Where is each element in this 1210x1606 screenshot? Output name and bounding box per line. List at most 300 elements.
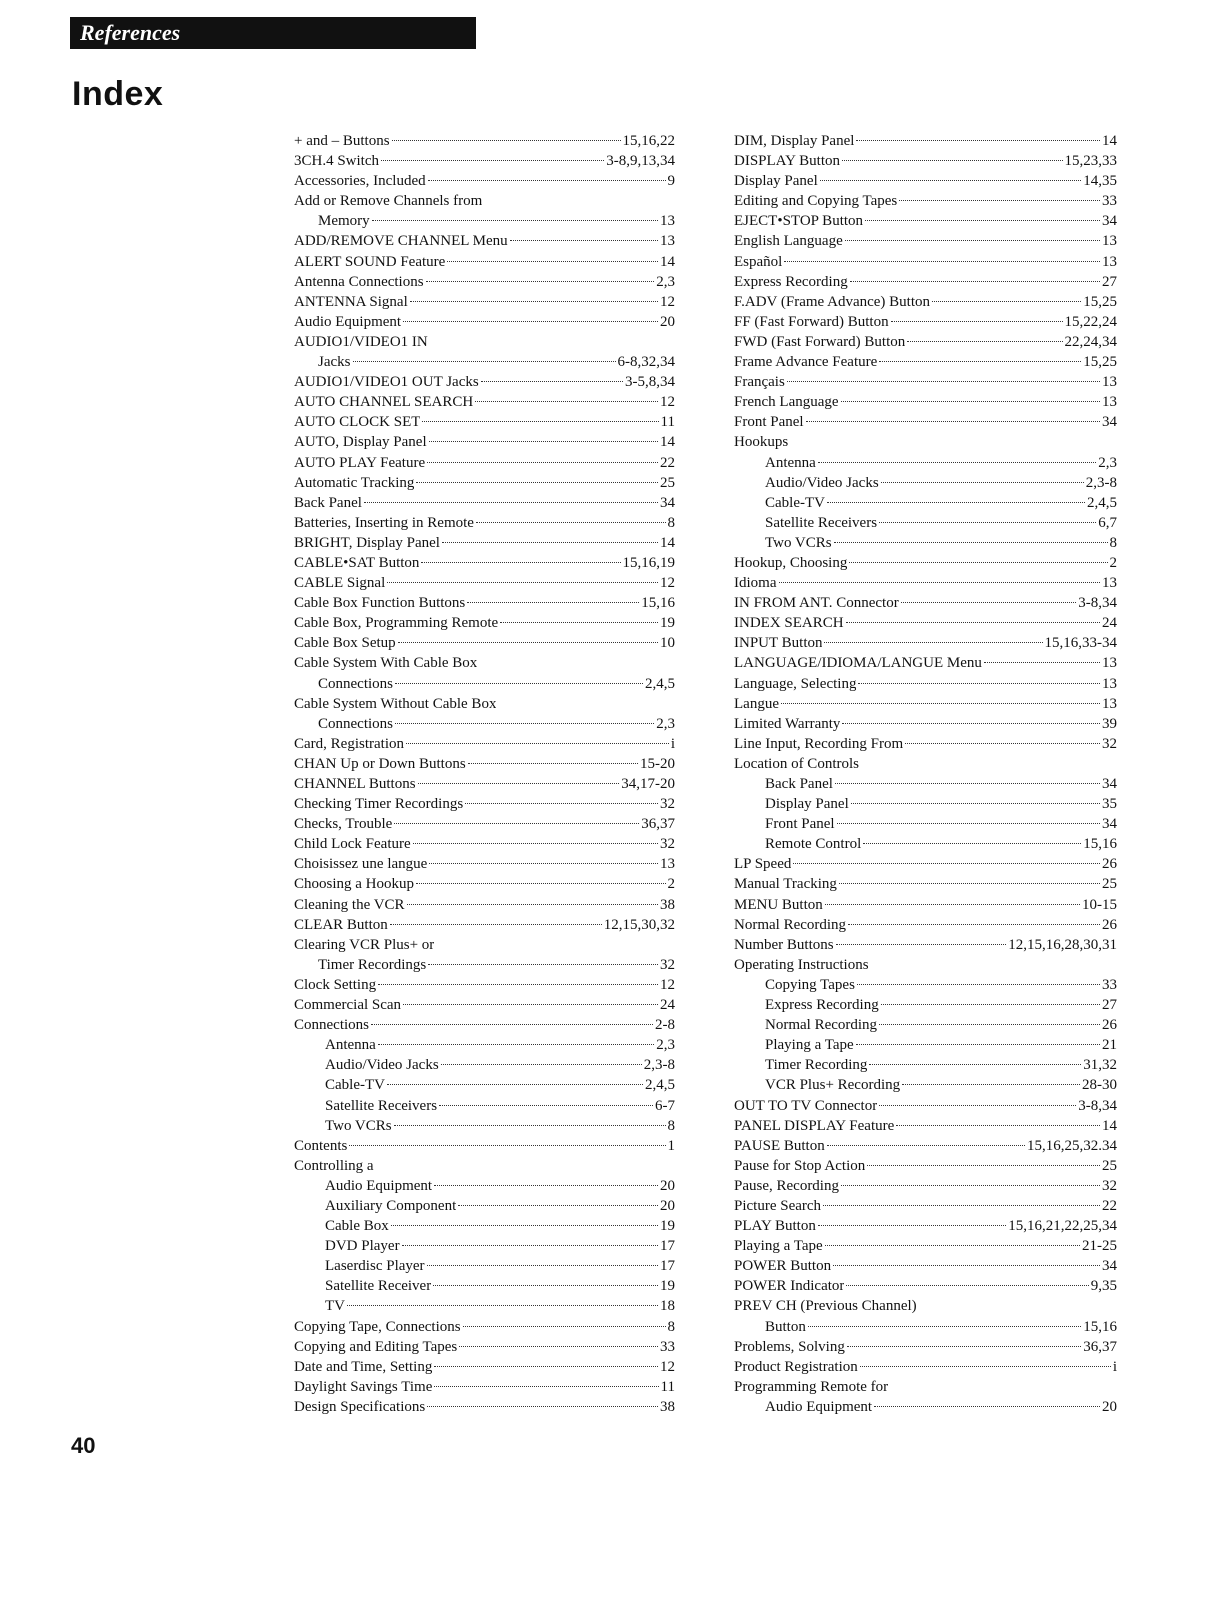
dot-leader bbox=[825, 904, 1080, 905]
index-term: ADD/REMOVE CHANNEL Menu bbox=[294, 233, 508, 250]
dot-leader bbox=[835, 783, 1100, 784]
index-term: LANGUAGE/IDIOMA/LANGUE Menu bbox=[734, 655, 982, 672]
index-term: Cable Box, Programming Remote bbox=[294, 615, 499, 632]
index-entry bbox=[294, 1096, 675, 1116]
index-entry bbox=[734, 1055, 1117, 1075]
index-entry bbox=[294, 955, 675, 975]
index-pages: 25 bbox=[1102, 876, 1117, 893]
index-term: Problems, Solving bbox=[734, 1338, 845, 1355]
index-entry bbox=[734, 1136, 1117, 1156]
dot-leader bbox=[500, 622, 658, 623]
index-entry bbox=[734, 191, 1117, 211]
index-entry bbox=[294, 613, 675, 633]
dot-leader bbox=[421, 562, 620, 563]
index-entry bbox=[734, 633, 1117, 653]
index-entry bbox=[734, 955, 1117, 975]
dot-leader bbox=[353, 361, 616, 362]
page-title: Index bbox=[72, 75, 164, 113]
index-term: Child Lock Feature bbox=[294, 836, 411, 853]
index-term: INDEX SEARCH bbox=[734, 615, 844, 632]
index-entry bbox=[294, 995, 675, 1015]
index-entry bbox=[294, 935, 675, 955]
index-entry bbox=[734, 493, 1117, 513]
index-pages: 21-25 bbox=[1082, 1238, 1117, 1255]
index-term: EJECT•STOP Button bbox=[734, 213, 864, 230]
index-pages: 33 bbox=[660, 1338, 675, 1355]
dot-leader bbox=[439, 1105, 653, 1106]
index-pages: 34 bbox=[1102, 816, 1117, 833]
index-entry bbox=[734, 453, 1117, 473]
index-pages: 18 bbox=[660, 1298, 675, 1315]
dot-leader bbox=[863, 843, 1081, 844]
index-term: Hookup, Choosing bbox=[734, 554, 848, 571]
index-entry bbox=[294, 312, 675, 332]
index-pages: 34 bbox=[1102, 776, 1117, 792]
index-term: 3CH.4 Switch bbox=[294, 153, 380, 170]
index-pages: 15,25 bbox=[1083, 354, 1117, 371]
index-term: Display Panel bbox=[734, 173, 818, 190]
index-pages: 24 bbox=[1102, 615, 1117, 632]
dot-leader bbox=[901, 602, 1077, 603]
index-entry bbox=[294, 1015, 675, 1035]
index-pages: 35 bbox=[1102, 796, 1117, 813]
index-term: Location of Controls bbox=[734, 755, 859, 772]
index-pages: 38 bbox=[660, 1398, 675, 1415]
index-entry bbox=[294, 1196, 675, 1216]
index-entry bbox=[734, 674, 1117, 694]
dot-leader bbox=[787, 381, 1100, 382]
index-term: Playing a Tape bbox=[734, 1238, 823, 1255]
dot-leader bbox=[818, 462, 1096, 463]
index-entry bbox=[734, 1256, 1117, 1276]
index-term: Front Panel bbox=[734, 414, 804, 431]
dot-leader bbox=[823, 1205, 1100, 1206]
index-term: Design Specifications bbox=[294, 1398, 426, 1415]
index-entry bbox=[734, 1276, 1117, 1296]
dot-leader bbox=[434, 1185, 658, 1186]
index-pages: 17 bbox=[660, 1238, 675, 1255]
index-entry bbox=[294, 915, 675, 935]
index-pages: 8 bbox=[1109, 534, 1117, 551]
index-entry bbox=[294, 573, 675, 593]
index-entry bbox=[734, 593, 1117, 613]
dot-leader bbox=[387, 1084, 643, 1085]
index-pages: 2,3-8 bbox=[1085, 474, 1117, 491]
index-term: Connections bbox=[318, 715, 393, 732]
index-term: Auxiliary Component bbox=[325, 1197, 457, 1214]
index-term: Frame Advance Feature bbox=[734, 354, 878, 371]
index-pages: 19 bbox=[660, 1218, 675, 1235]
index-pages: 6,7 bbox=[1098, 514, 1117, 531]
dot-leader bbox=[429, 441, 658, 442]
index-pages: 26 bbox=[1102, 856, 1117, 873]
dot-leader bbox=[402, 1245, 658, 1246]
dot-leader bbox=[851, 803, 1100, 804]
dot-leader bbox=[825, 1245, 1080, 1246]
index-pages: 24 bbox=[660, 997, 675, 1014]
dot-leader bbox=[932, 301, 1081, 302]
index-term: VCR Plus+ Recording bbox=[765, 1077, 901, 1094]
dot-leader bbox=[395, 723, 654, 724]
index-entry bbox=[294, 211, 675, 231]
index-term: Laserdisc Player bbox=[325, 1258, 425, 1275]
dot-leader bbox=[458, 1205, 658, 1206]
dot-leader bbox=[349, 1145, 665, 1146]
index-pages: 20 bbox=[660, 1177, 675, 1194]
section-header-bar bbox=[70, 17, 476, 49]
index-entry bbox=[294, 1116, 675, 1136]
dot-leader bbox=[846, 1285, 1088, 1286]
index-entry bbox=[734, 272, 1117, 292]
index-term: Commercial Scan bbox=[294, 997, 402, 1014]
dot-leader bbox=[427, 462, 658, 463]
index-term: Two VCRs bbox=[325, 1117, 392, 1134]
dot-leader bbox=[881, 482, 1084, 483]
index-pages: 15,16,19 bbox=[622, 554, 675, 571]
index-entry bbox=[734, 1116, 1117, 1136]
dot-leader bbox=[834, 542, 1108, 543]
dot-leader bbox=[378, 984, 658, 985]
index-pages: 28-30 bbox=[1082, 1077, 1117, 1094]
index-entry bbox=[294, 533, 675, 553]
dot-leader bbox=[447, 261, 658, 262]
index-entry bbox=[734, 332, 1117, 352]
index-entry bbox=[294, 1357, 675, 1377]
index-entry bbox=[734, 553, 1117, 573]
index-entry bbox=[294, 1256, 675, 1276]
dot-leader bbox=[428, 180, 666, 181]
index-pages: 32 bbox=[1102, 735, 1117, 752]
dot-leader bbox=[899, 200, 1100, 201]
index-term: Cable-TV bbox=[765, 494, 825, 511]
index-entry bbox=[734, 1236, 1117, 1256]
dot-leader bbox=[856, 140, 1100, 141]
index-pages: 2-8 bbox=[655, 1017, 675, 1034]
index-term: BRIGHT, Display Panel bbox=[294, 534, 440, 551]
index-term: Antenna Connections bbox=[294, 273, 424, 290]
dot-leader bbox=[410, 301, 658, 302]
index-pages: 13 bbox=[1102, 253, 1117, 270]
index-entry bbox=[294, 754, 675, 774]
index-entry bbox=[734, 412, 1117, 432]
index-pages: 8 bbox=[667, 1318, 675, 1335]
index-pages: 13 bbox=[660, 213, 675, 230]
index-entry bbox=[294, 191, 675, 211]
dot-leader bbox=[427, 1406, 658, 1407]
index-pages: 22 bbox=[1102, 1197, 1117, 1214]
dot-leader bbox=[879, 1024, 1100, 1025]
index-pages: 12 bbox=[660, 394, 675, 411]
index-entry bbox=[734, 774, 1117, 794]
dot-leader bbox=[468, 763, 638, 764]
index-term: Timer Recording bbox=[765, 1057, 868, 1074]
index-entry bbox=[734, 392, 1117, 412]
index-pages: 2 bbox=[667, 876, 675, 893]
section-label: References bbox=[80, 20, 181, 45]
index-term: + and – Buttons bbox=[294, 133, 390, 149]
index-term: F.ADV (Frame Advance) Button bbox=[734, 293, 930, 310]
index-pages: 14 bbox=[660, 253, 675, 270]
index-pages: 14 bbox=[660, 534, 675, 551]
index-pages: 13 bbox=[1102, 655, 1117, 672]
dot-leader bbox=[784, 261, 1100, 262]
dot-leader bbox=[841, 1185, 1100, 1186]
index-term: Memory bbox=[318, 213, 370, 230]
index-term: Card, Registration bbox=[294, 735, 404, 752]
index-term: Cable Box bbox=[325, 1218, 389, 1235]
dot-leader bbox=[818, 1225, 1006, 1226]
index-pages: 15-20 bbox=[640, 755, 675, 772]
dot-leader bbox=[793, 863, 1100, 864]
dot-leader bbox=[392, 140, 621, 141]
index-entry bbox=[294, 352, 675, 372]
index-term: Picture Search bbox=[734, 1197, 822, 1214]
index-term: Audio/Video Jacks bbox=[765, 474, 879, 491]
dot-leader bbox=[442, 542, 658, 543]
index-term: AUTO CHANNEL SEARCH bbox=[294, 394, 474, 411]
page-number: 40 bbox=[71, 1433, 96, 1458]
index-entry bbox=[734, 653, 1117, 673]
dot-leader bbox=[406, 743, 669, 744]
index-entry bbox=[734, 814, 1117, 834]
index-pages: 3-5,8,34 bbox=[625, 374, 675, 391]
dot-leader bbox=[857, 984, 1100, 985]
index-pages: 13 bbox=[1102, 374, 1117, 391]
dot-leader bbox=[413, 843, 658, 844]
index-term: Display Panel bbox=[765, 796, 849, 813]
index-term: Clearing VCR Plus+ or bbox=[294, 936, 435, 953]
index-pages: 32 bbox=[660, 796, 675, 813]
index-pages: 13 bbox=[1102, 695, 1117, 712]
index-entry bbox=[734, 231, 1117, 251]
index-entry bbox=[734, 834, 1117, 854]
dot-leader bbox=[459, 1346, 658, 1347]
index-entry bbox=[734, 1216, 1117, 1236]
index-term: Front Panel bbox=[765, 816, 835, 833]
index-pages: 34 bbox=[1102, 213, 1117, 230]
index-pages: 12,15,16,28,30,31 bbox=[1008, 936, 1117, 953]
index-pages: 10-15 bbox=[1082, 896, 1117, 913]
dot-leader bbox=[827, 502, 1085, 503]
index-pages: 2,4,5 bbox=[645, 675, 675, 692]
index-entry bbox=[294, 131, 675, 151]
index-pages: 38 bbox=[660, 896, 675, 913]
index-term: Cable-TV bbox=[325, 1077, 385, 1094]
dot-leader bbox=[833, 1265, 1100, 1266]
index-entry bbox=[734, 533, 1117, 553]
index-term: Timer Recordings bbox=[318, 956, 427, 973]
index-entry bbox=[294, 553, 675, 573]
index-term: Clock Setting bbox=[294, 976, 377, 993]
index-pages: 20 bbox=[660, 313, 675, 330]
index-term: Choosing a Hookup bbox=[294, 876, 414, 893]
dot-leader bbox=[860, 1366, 1111, 1367]
index-pages: i bbox=[1112, 1358, 1117, 1375]
index-pages: 3-8,34 bbox=[1078, 595, 1117, 612]
dot-leader bbox=[837, 823, 1100, 824]
index-pages: 12 bbox=[660, 1358, 675, 1375]
index-pages: 32 bbox=[660, 956, 675, 973]
dot-leader bbox=[806, 421, 1100, 422]
index-term: DVD Player bbox=[325, 1238, 400, 1255]
index-entry bbox=[294, 1377, 675, 1397]
index-entry bbox=[734, 1357, 1117, 1377]
dot-leader bbox=[779, 582, 1101, 583]
index-entry bbox=[734, 1156, 1117, 1176]
index-term: Number Buttons bbox=[734, 936, 834, 953]
dot-leader bbox=[364, 502, 658, 503]
index-entry bbox=[734, 573, 1117, 593]
index-pages: 32 bbox=[660, 836, 675, 853]
index-entry bbox=[734, 754, 1117, 774]
index-entry bbox=[294, 231, 675, 251]
dot-leader bbox=[481, 381, 623, 382]
dot-leader bbox=[416, 883, 666, 884]
index-pages: 19 bbox=[660, 615, 675, 632]
index-entry bbox=[294, 372, 675, 392]
index-entry bbox=[734, 1096, 1117, 1116]
index-pages: 22,24,34 bbox=[1064, 333, 1117, 350]
dot-leader bbox=[879, 522, 1096, 523]
index-entry bbox=[734, 895, 1117, 915]
index-entry bbox=[734, 1075, 1117, 1095]
index-term: Cable System Without Cable Box bbox=[294, 695, 497, 712]
index-entry bbox=[734, 613, 1117, 633]
index-term: ANTENNA Signal bbox=[294, 293, 408, 310]
dot-leader bbox=[984, 662, 1100, 663]
index-pages: 15,23,33 bbox=[1064, 153, 1117, 170]
index-pages: 13 bbox=[1102, 575, 1117, 592]
index-entry bbox=[294, 794, 675, 814]
index-entry bbox=[294, 874, 675, 894]
index-entry bbox=[294, 694, 675, 714]
index-term: Playing a Tape bbox=[765, 1037, 854, 1054]
index-entry bbox=[294, 975, 675, 995]
index-term: Jacks bbox=[318, 354, 351, 371]
index-term: CABLE Signal bbox=[294, 575, 386, 592]
index-term: Manual Tracking bbox=[734, 876, 837, 893]
index-entry bbox=[734, 1015, 1117, 1035]
index-term: AUDIO1/VIDEO1 OUT Jacks bbox=[294, 374, 479, 391]
index-pages: 39 bbox=[1102, 715, 1117, 732]
index-term: CLEAR Button bbox=[294, 916, 388, 933]
index-term: Express Recording bbox=[765, 997, 879, 1014]
index-entry bbox=[294, 1337, 675, 1357]
index-term: French Language bbox=[734, 394, 839, 411]
dot-leader bbox=[891, 321, 1063, 322]
index-entry bbox=[734, 432, 1117, 452]
index-term: Français bbox=[734, 374, 785, 391]
index-entry bbox=[734, 794, 1117, 814]
dot-leader bbox=[836, 944, 1007, 945]
dot-leader bbox=[781, 703, 1100, 704]
index-term: Pause, Recording bbox=[734, 1177, 839, 1194]
index-term: AUTO PLAY Feature bbox=[294, 454, 426, 471]
dot-leader bbox=[848, 924, 1100, 925]
index-entry bbox=[734, 473, 1117, 493]
index-pages: 26 bbox=[1102, 1017, 1117, 1034]
index-pages: 9 bbox=[667, 173, 675, 190]
dot-leader bbox=[849, 562, 1107, 563]
dot-leader bbox=[403, 321, 658, 322]
dot-leader bbox=[422, 421, 658, 422]
index-term: Audio/Video Jacks bbox=[325, 1057, 439, 1074]
index-entry bbox=[734, 372, 1117, 392]
index-entry bbox=[294, 814, 675, 834]
index-entry bbox=[734, 854, 1117, 874]
index-pages: 1 bbox=[667, 1137, 675, 1154]
index-pages: 19 bbox=[660, 1278, 675, 1295]
dot-leader bbox=[441, 1064, 642, 1065]
index-pages: 27 bbox=[1102, 997, 1117, 1014]
dot-leader bbox=[391, 1225, 658, 1226]
index-term: INPUT Button bbox=[734, 635, 823, 652]
index-term: English Language bbox=[734, 233, 843, 250]
index-term: Accessories, Included bbox=[294, 173, 426, 190]
index-term: POWER Indicator bbox=[734, 1278, 845, 1295]
index-entry bbox=[734, 1196, 1117, 1216]
dot-leader bbox=[403, 1004, 658, 1005]
index-pages: 34 bbox=[660, 494, 675, 511]
dot-leader bbox=[879, 1105, 1076, 1106]
index-term: Langue bbox=[734, 695, 779, 712]
index-pages: 21 bbox=[1102, 1037, 1117, 1054]
index-pages: 15,16 bbox=[1083, 1318, 1117, 1335]
index-term: FWD (Fast Forward) Button bbox=[734, 333, 906, 350]
index-entry bbox=[294, 453, 675, 473]
index-term: Copying and Editing Tapes bbox=[294, 1338, 458, 1355]
dot-leader bbox=[839, 883, 1100, 884]
index-pages: 9,35 bbox=[1090, 1278, 1117, 1295]
index-term: OUT TO TV Connector bbox=[734, 1097, 878, 1114]
index-entry bbox=[294, 151, 675, 171]
index-pages: 15,25 bbox=[1083, 293, 1117, 310]
index-term: Audio Equipment bbox=[325, 1177, 433, 1194]
index-term: Programming Remote for bbox=[734, 1378, 889, 1395]
index-term: Batteries, Inserting in Remote bbox=[294, 514, 474, 531]
index-term: Audio Equipment bbox=[294, 313, 402, 330]
dot-leader bbox=[434, 1386, 658, 1387]
index-entry bbox=[734, 151, 1117, 171]
index-entry bbox=[294, 171, 675, 191]
index-pages: 3-8,34 bbox=[1078, 1097, 1117, 1114]
dot-leader bbox=[842, 160, 1063, 161]
index-pages: 10 bbox=[660, 635, 675, 652]
index-term: CHANNEL Buttons bbox=[294, 776, 416, 792]
dot-leader bbox=[879, 361, 1081, 362]
index-entry bbox=[294, 593, 675, 613]
index-pages: 13 bbox=[660, 856, 675, 873]
dot-leader bbox=[845, 240, 1100, 241]
index-term: Product Registration bbox=[734, 1358, 858, 1375]
dot-leader bbox=[433, 1285, 658, 1286]
index-pages: 26 bbox=[1102, 916, 1117, 933]
index-pages: 11 bbox=[660, 414, 675, 431]
index-pages: 33 bbox=[1102, 193, 1117, 210]
index-term: Idioma bbox=[734, 575, 777, 592]
index-term: Automatic Tracking bbox=[294, 474, 415, 491]
index-pages: 6-8,32,34 bbox=[617, 354, 675, 371]
index-pages: 34 bbox=[1102, 1258, 1117, 1275]
dot-leader bbox=[418, 783, 620, 784]
index-pages: 25 bbox=[1102, 1157, 1117, 1174]
index-term: Satellite Receivers bbox=[325, 1097, 438, 1114]
index-term: Cable System With Cable Box bbox=[294, 655, 478, 672]
index-pages: i bbox=[670, 735, 675, 752]
index-pages: 31,32 bbox=[1083, 1057, 1117, 1074]
index-pages: 15,22,24 bbox=[1064, 313, 1117, 330]
index-pages: 2,3 bbox=[656, 273, 675, 290]
